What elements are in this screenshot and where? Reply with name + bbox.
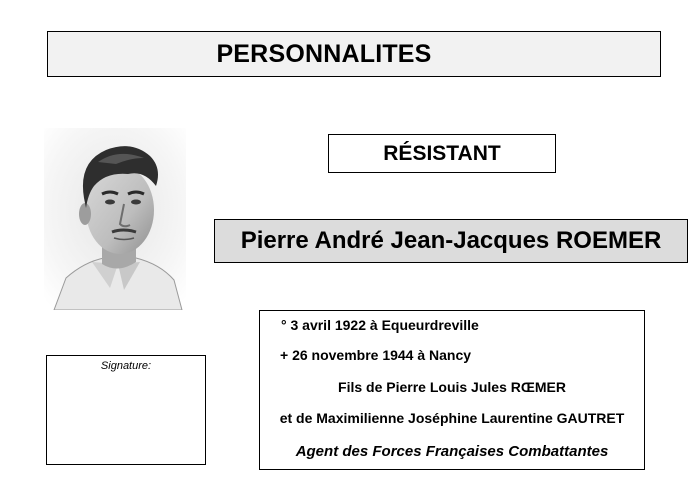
portrait-photo [44,128,186,310]
signature-label: Signature: [100,360,152,372]
name-box [214,219,688,263]
category-label: RÉSISTANT [383,141,501,165]
role-line: Agent des Forces Françaises Combattantes [295,443,609,460]
portrait-icon [44,128,186,310]
signature-box [46,355,206,465]
birth-line: ° 3 avril 1922 à Equeurdreville [281,317,479,333]
mother-line: et de Maximilienne Joséphine Laurentine GAUTRET [279,410,625,426]
father-line: Fils de Pierre Louis Jules RŒMER [338,379,566,395]
category-box [328,134,556,173]
page-title: PERSONNALITES [216,39,432,68]
biography-box [259,310,645,470]
person-name: Pierre André Jean-Jacques ROEMER [240,227,662,254]
death-line: + 26 novembre 1944 à Nancy [280,347,472,363]
title-banner [47,31,661,77]
